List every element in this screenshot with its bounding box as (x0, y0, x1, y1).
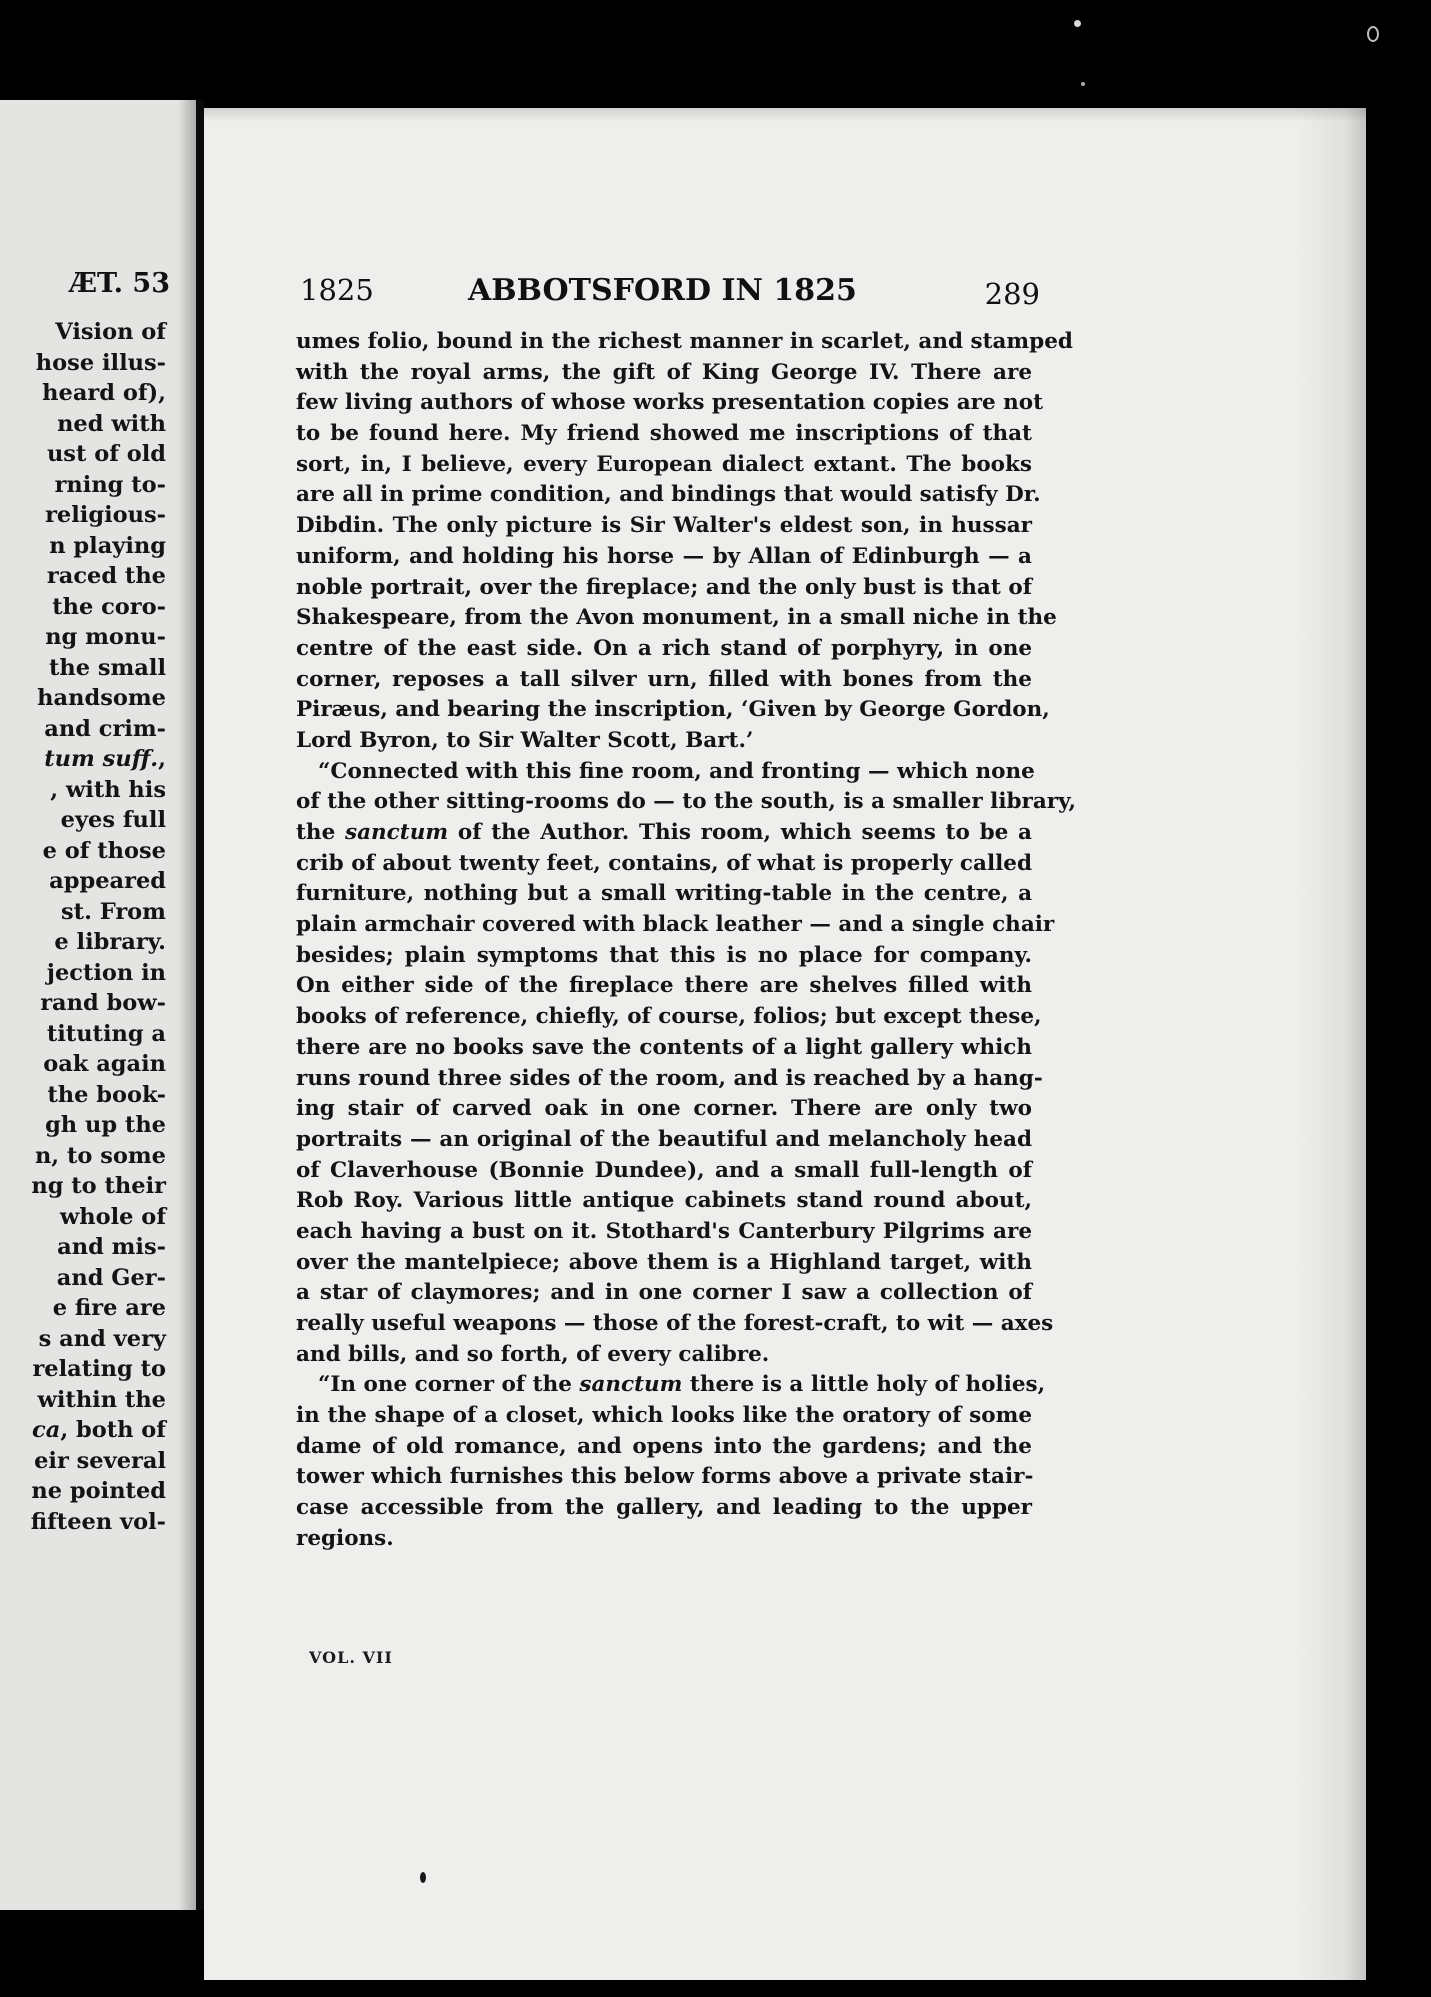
text-line: crib of about twenty feet, contains, of what is properly called (296, 850, 1032, 876)
text-line: are all in prime condition, and bindings that would satisfy Dr. (296, 482, 1041, 508)
left-text-line: appeared (49, 868, 166, 894)
text-line: really useful weapons — those of the forest-craft, to wit — axes (296, 1311, 1054, 1336)
text-line: “In one corner of the sanctum there is a little holy of holies, (318, 1372, 1046, 1398)
left-text-line: relating to (32, 1356, 166, 1382)
left-text-line: the small (48, 654, 166, 681)
left-page-text (31, 317, 166, 1537)
left-text-line: st. From (61, 898, 166, 925)
text-line: ing stair of carved oak in one corner. There are only two (296, 1096, 1032, 1122)
left-text-line: e of those (42, 837, 166, 864)
text-line: besides; plain symptoms that this is no place for company. (296, 942, 1032, 968)
text-line: over the mantelpiece; above them is a Highland target, with (296, 1249, 1032, 1275)
left-text-line: and crim- (44, 715, 166, 742)
left-text-line: heard of), (42, 380, 166, 406)
left-text-line: ca, both of (32, 1417, 166, 1443)
left-text-line: e library. (54, 929, 166, 955)
text-line: portraits — an original of the beautiful and melancholy head (296, 1126, 1032, 1152)
left-text-line: fifteen vol- (30, 1508, 166, 1535)
text-line: case accessible from the gallery, and leading to the upper (296, 1495, 1032, 1521)
text-line: runs round three sides of the room, and is reached by a hang- (296, 1065, 1043, 1091)
text-line: there are no books save the contents of a light gallery which (296, 1034, 1032, 1060)
text-line: dame of old romance, and opens into the gardens; and the (296, 1433, 1032, 1459)
text-line: books of reference, chiefly, of course, folios; but except these, (296, 1004, 1042, 1030)
left-text-line: within the (37, 1386, 166, 1413)
text-line: few living authors of whose works presentation copies are not (296, 390, 1044, 416)
left-facing-page (0, 100, 196, 1910)
page-top-shadow (204, 108, 1366, 122)
italic-word: ca (32, 1417, 61, 1443)
left-text-line: n playing (49, 532, 166, 559)
running-head-year: 1825 (300, 273, 374, 307)
text-line: each having a bust on it. Stothard's Canterbury Pilgrims are (296, 1218, 1032, 1244)
text-line: centre of the east side. On a rich stand of porphyry, in one (296, 635, 1032, 661)
text-line: tower which furnishes this below forms above a private stair- (296, 1464, 1034, 1490)
running-head-title: ABBOTSFORD IN 1825 (468, 273, 857, 308)
left-running-head: ÆT. 53 (69, 268, 170, 299)
text-line: uniform, and holding his horse — by Allan of Edinburgh — a (296, 543, 1032, 569)
running-head (300, 273, 1040, 313)
signature-mark: VOL. VII (309, 1648, 393, 1667)
italic-word: sanctum (345, 820, 449, 845)
left-text-line: and mis- (57, 1234, 166, 1260)
left-text-line: whole of (59, 1203, 166, 1230)
body-text (296, 327, 1077, 1555)
scan-speck (1367, 26, 1379, 42)
left-text-line: ne pointed (31, 1478, 166, 1504)
left-text-line: oak again (43, 1051, 166, 1077)
left-text-line: religious- (45, 502, 166, 528)
text-line: plain armchair covered with black leather — and a single chair (296, 912, 1055, 938)
text-line: noble portrait, over the fireplace; and the only bust is that of (296, 574, 1032, 600)
left-text-line: rning to- (54, 471, 166, 498)
left-text-line: rand bow- (40, 990, 166, 1016)
text-line: of Claverhouse (Bonnie Dundee), and a small full-length of (296, 1157, 1032, 1183)
text-line: sort, in, I believe, every European dialect extant. The books (296, 451, 1032, 477)
left-text-line: ng to their (31, 1173, 166, 1199)
text-line: Shakespeare, from the Avon monument, in a small niche in the (296, 605, 1057, 631)
italic-word: sanctum (579, 1372, 683, 1398)
left-text-line: Vision of (55, 319, 166, 345)
left-text-line: ned with (57, 410, 166, 437)
right-page (204, 108, 1366, 1980)
text-line: the sanctum of the Author. This room, which seems to be a (296, 820, 1032, 845)
left-text-line: and Ger- (56, 1264, 166, 1291)
page-number: 289 (984, 277, 1040, 311)
left-text-line: handsome (37, 685, 166, 711)
left-text-line: jection in (46, 959, 166, 986)
page-gutter (196, 100, 204, 1910)
text-line: Piræus, and bearing the inscription, ‘Given by George Gordon, (296, 697, 1050, 723)
text-line: “Connected with this fine room, and fronting — which none (318, 758, 1035, 784)
left-text-line: hose illus- (35, 349, 166, 376)
left-text-line: tum suff., (44, 746, 166, 772)
text-line: Lord Byron, to Sir Walter Scott, Bart.’ (296, 727, 754, 753)
text-line: in the shape of a closet, which looks like the oratory of some (296, 1403, 1032, 1429)
left-text-line: e fire are (52, 1295, 166, 1321)
text-line: furniture, nothing but a small writing-table in the centre, a (296, 881, 1032, 907)
text-line: umes folio, bound in the richest manner in scarlet, and stamped (296, 329, 1073, 354)
text-line: Rob Roy. Various little antique cabinets stand round about, (296, 1188, 1032, 1214)
left-text-line: ng monu- (45, 624, 166, 650)
left-text-line: ust of old (46, 441, 166, 467)
left-text-line: s and very (38, 1325, 166, 1352)
ink-speck (420, 1872, 426, 1883)
left-text-line: eir several (34, 1447, 166, 1474)
scan-speck (1081, 82, 1085, 86)
page-edge-shadow (1296, 108, 1366, 1980)
italic-word: tum suff. (44, 746, 159, 772)
text-line: regions. (296, 1525, 394, 1551)
scan-speck (1074, 20, 1081, 27)
text-line: corner, reposes a tall silver urn, filled with bones from the (296, 666, 1032, 692)
gutter-shadow (178, 100, 196, 1910)
left-text-line: , with his (50, 776, 166, 803)
text-line: and bills, and so forth, of every calibre. (296, 1341, 770, 1367)
text-line: Dibdin. The only picture is Sir Walter's eldest son, in hussar (296, 513, 1032, 539)
left-text-line: tituting a (46, 1020, 166, 1047)
left-text-line: eyes full (60, 807, 166, 833)
left-text-line: gh up the (45, 1112, 166, 1138)
text-line: with the royal arms, the gift of King George IV. There are (296, 359, 1032, 385)
text-line: a star of claymores; and in one corner I saw a collection of (296, 1280, 1032, 1306)
left-text-line: the coro- (52, 593, 166, 620)
text-line: of the other sitting-rooms do — to the south, is a smaller library, (296, 789, 1077, 815)
left-text-line: n, to some (34, 1142, 166, 1169)
left-text-line: raced the (46, 563, 166, 589)
text-line: to be found here. My friend showed me inscriptions of that (296, 421, 1032, 447)
text-line: On either side of the fireplace there are shelves filled with (296, 973, 1032, 999)
left-text-line: the book- (47, 1081, 166, 1108)
